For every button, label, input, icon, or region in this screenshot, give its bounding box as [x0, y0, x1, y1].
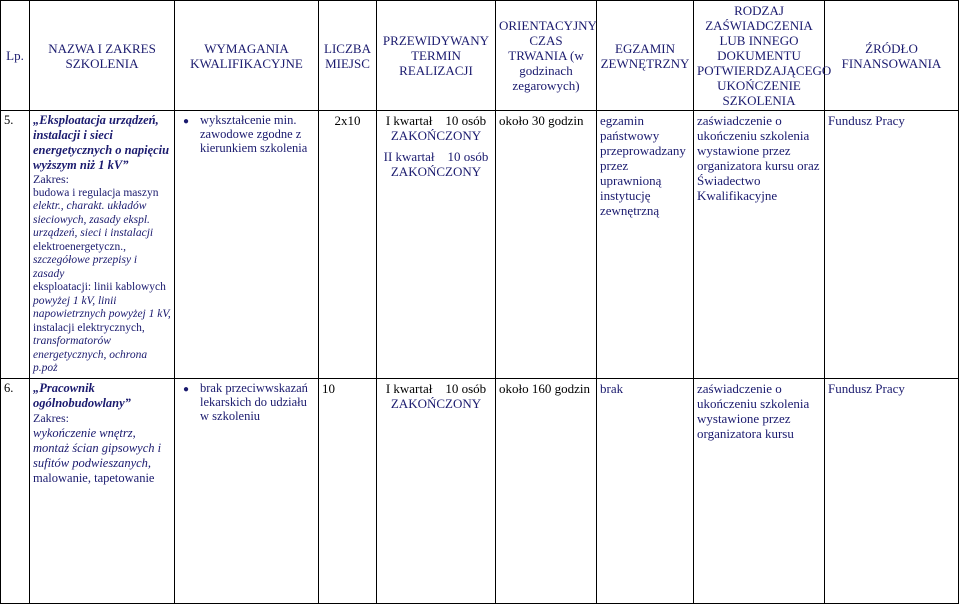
row-zrodlo: Fundusz Pracy	[825, 111, 959, 379]
scope-line: energetycznych, ochrona p.poż	[33, 348, 148, 374]
course-title: „Eksploatacja urządzeń, instalacji i sieci energetycznych o napięciu wyższym niż 1 kV”	[33, 113, 170, 172]
row-liczba: 10	[319, 378, 377, 603]
course-scope	[33, 173, 171, 376]
header-rodzaj: RODZAJ ZAŚWIADCZENIA LUB INNEGO DOKUMENTU POTWIERDZAJĄCEGO UKOŃCZENIE SZKOLENIA	[694, 1, 825, 111]
scope-label: Zakres:	[33, 410, 69, 425]
course-title: „Pracownik ogólnobudowlany”	[33, 380, 131, 410]
row-liczba: 2x10	[319, 111, 377, 379]
table-row	[1, 111, 959, 379]
header-czas: ORIENTACYJNY CZAS TRWANIA (w godzinach zegarowych)	[496, 1, 597, 111]
row-czas: około 30 godzin	[496, 111, 597, 379]
term-entry: I kwartał 10 osób	[385, 380, 487, 396]
scope-label: Zakres:	[33, 172, 69, 186]
header-row	[1, 1, 959, 111]
row-egzamin: brak	[597, 378, 694, 603]
row-zrodlo: Fundusz Pracy	[825, 378, 959, 603]
row-wymagania	[175, 111, 319, 379]
term-status: ZAKOŃCZONY	[390, 164, 482, 179]
table-row	[1, 378, 959, 603]
course-scope	[33, 411, 171, 486]
scope-line: wykończenie wnętrz,	[33, 425, 136, 440]
header-lp: Lp.	[1, 1, 30, 111]
row-lp: 6.	[1, 378, 30, 603]
scope-line: malowanie, tapetowanie	[33, 470, 155, 485]
row-lp: 5.	[1, 111, 30, 379]
scope-line: budowa i regulacja maszyn	[33, 186, 159, 199]
term-status: ZAKOŃCZONY	[390, 128, 482, 143]
bullet-icon: ●	[183, 383, 190, 395]
row-rodzaj: zaświadczenie o ukończeniu szkolenia wystawione przez organizatora kursu	[694, 378, 825, 603]
scope-line: eksploatacji: linii kablowych	[33, 281, 166, 293]
scope-line: szczegółowe przepisy i zasady	[33, 254, 138, 280]
row-nazwa	[30, 111, 175, 379]
row-nazwa	[30, 378, 175, 603]
row-wymagania	[175, 378, 319, 603]
header-termin: PRZEWIDYWANY TERMIN REALIZACJI	[377, 1, 496, 111]
header-zrodlo: ŹRÓDŁO FINANSOWANIA	[825, 1, 959, 111]
scope-text	[33, 187, 171, 376]
row-rodzaj: zaświadczenie o ukończeniu szkolenia wystawione przez organizatora kursu oraz Świadectwo Kwalifikacyjne	[694, 111, 825, 379]
scope-line: napowietrznych powyżej 1 kV,	[33, 308, 171, 320]
header-nazwa: NAZWA I ZAKRES SZKOLENIA	[30, 1, 175, 111]
row-termin	[377, 111, 496, 379]
bullet-icon: ●	[183, 116, 190, 127]
scope-line: urządzeń, sieci i instalacji	[33, 227, 154, 239]
header-liczba: LICZBA MIEJSC	[319, 1, 377, 111]
header-wymagania: WYMAGANIA KWALIFIKACYJNE	[175, 1, 319, 111]
scope-line: montaż ścian gipsowych i	[33, 440, 162, 455]
row-egzamin: egzamin państwowy przeprowadzany przez uprawnioną instytucję zewnętrzną	[597, 111, 694, 379]
row-termin	[377, 378, 496, 603]
scope-line: powyżej 1 kV, linii	[33, 294, 117, 307]
row-czas: około 160 godzin	[496, 378, 597, 603]
scope-line: sufitów podwieszanych,	[33, 455, 152, 470]
term-entry: II kwartał 10 osób	[383, 149, 489, 164]
scope-line: elektr., charakt. układów sieciowych, zasady ekspl.	[33, 200, 150, 226]
term-entry: I kwartał 10 osób	[385, 113, 487, 128]
scope-line: transformatorów	[33, 335, 111, 347]
term-status: ZAKOŃCZONY	[390, 395, 482, 411]
scope-line: instalacji elektrycznych,	[33, 321, 145, 334]
scope-text	[33, 426, 171, 486]
scope-line: elektroenergetyczn.,	[33, 240, 127, 253]
header-egzamin: EGZAMIN ZEWNĘTRZNY	[597, 1, 694, 111]
requirement-item: ● wykształcenie min. zawodowe zgodne z kierunkiem szkolenia	[183, 113, 308, 155]
requirement-item: ● brak przeciwwskazań lekarskich do udziału w szkoleniu	[183, 380, 308, 423]
